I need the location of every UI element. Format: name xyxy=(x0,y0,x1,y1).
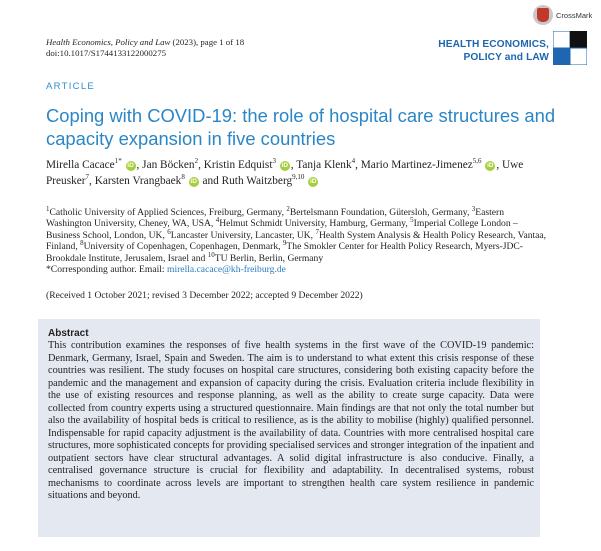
email-link[interactable]: mirella.cacace@kh-freiburg.de xyxy=(166,264,286,276)
crossmark-icon xyxy=(533,5,553,25)
orcid-icon[interactable]: iD xyxy=(309,178,317,185)
orcid-icon[interactable]: iD xyxy=(487,162,494,169)
author-separator: , xyxy=(198,159,204,171)
author-list xyxy=(46,157,566,189)
corresponding-author: *Corresponding author. Email: mirella.cacace@kh-freiburg.de xyxy=(46,264,286,276)
author-name: Karsten Vrangbaek xyxy=(94,175,182,187)
affiliation-mark: 5 xyxy=(410,216,414,225)
doi[interactable]: doi:10.1017/S1744133122000275 xyxy=(46,48,166,58)
affiliation-mark: 1 xyxy=(46,204,50,213)
author-affiliation-mark: 9,10 xyxy=(292,173,305,182)
author-name: Mario Martinez-Jimenez xyxy=(360,159,473,171)
affiliation-text: The Smokler Center for Health Policy Research, Myers-JDC-Brookdale Institute, Jerusalem, Israel and xyxy=(46,241,524,264)
affiliation-text: Catholic University of Applied Sciences, Freiburg, Germany, xyxy=(49,207,287,218)
author-name: Tanja Klenk xyxy=(296,159,352,171)
author-separator: , xyxy=(496,159,502,171)
affiliations xyxy=(46,204,551,276)
article-title: Coping with COVID-19: the role of hospital care structures and capacity expansion in five countries xyxy=(46,105,556,149)
author-affiliation-mark: 8 xyxy=(181,173,185,182)
affiliation-text: Bertelsmann Foundation, Gütersloh, Germany, xyxy=(289,207,472,218)
author-separator: , xyxy=(355,159,361,171)
author-name: Uwe Preusker xyxy=(46,159,524,187)
affiliation-text: Helmut Schmidt University, Hamburg, Germany, xyxy=(219,218,411,230)
affiliation-text: Health System Analysis & Health Policy Research, Vantaa, Finland, xyxy=(46,229,547,253)
crossmark-label: CrossMark xyxy=(556,10,593,20)
author-name: Mirella Cacace xyxy=(46,159,115,171)
journal-logo-text: HEALTH ECONOMICS, POLICY and LAW xyxy=(438,39,549,63)
author-name: Jan Böcken xyxy=(142,159,195,171)
author-name: Ruth Waitzberg xyxy=(221,175,293,187)
author-separator: and xyxy=(199,175,222,187)
crossmark-badge[interactable] xyxy=(533,4,592,26)
author-affiliation-mark: 5,6 xyxy=(472,157,482,166)
affiliation-mark: 4 xyxy=(215,216,220,225)
affiliation-mark: 8 xyxy=(80,239,84,248)
affiliation-mark: 10 xyxy=(207,250,215,259)
affiliation-mark: 6 xyxy=(167,227,171,236)
affiliation-mark: 3 xyxy=(471,204,476,213)
journal-page: (2023), page 1 of 18 xyxy=(170,37,245,47)
abstract-text: This contribution examines the responses of five health systems in the first wave of the COVID-19 pandemic: Denmark, Germany, Israel, Spain and Sweden. The aim is to understand to what extent this crisis response of these countries was resilient. The study focuses on hospital care structures, considering both existing capacity before the pandemic and the management and expansion of capacity during the crisis. Evaluation criteria include flexibility in the use of existing resources and response planning, as well as the ability to create surge capacity. Data were collected from country experts using a structured questionnaire. Main findings are that not only the total number but also the availability of hospital beds is critical to resilience, as is the ability to mobilise (highly) qualified personnel. Indispensable for rapid capacity adjustment is the availability of data. Countries with more centralised hospital care structures, more sophisticated concepts for providing specialised services and stronger integration of the inpatient and outpatient sectors have clear structural advantages. A solid digital infrastructure is also conducive. Finally, a centralised governance structure is crucial for flexibility and adaptability. In decentralised systems, robust mechanisms to coordinate across levels are important to strengthen health care system resilience in pandemic situations and beyond. xyxy=(48,340,534,501)
journal-logo-icon xyxy=(553,31,587,65)
author-separator: , xyxy=(136,159,143,171)
received-dates: (Received 1 October 2021; revised 3 December 2022; accepted 9 December 2022) xyxy=(46,290,363,301)
author-name: Kristin Edquist xyxy=(203,159,273,171)
author-separator: , xyxy=(89,175,95,187)
orcid-icon[interactable]: iD xyxy=(190,178,197,185)
author-affiliation-mark: 2 xyxy=(194,157,199,166)
affiliation-mark: 7 xyxy=(315,227,319,236)
affiliation-mark: 2 xyxy=(286,204,290,213)
journal-name: Health Economics, Policy and Law xyxy=(46,37,171,47)
orcid-icon[interactable]: iD xyxy=(281,162,289,169)
abstract-heading: Abstract xyxy=(48,328,89,339)
article-type: ARTICLE xyxy=(46,81,96,92)
affiliation-text: Imperial College London – Business School, London, UK, xyxy=(46,218,518,241)
affiliation-text: Lancaster University, Lancaster, UK, xyxy=(170,229,316,241)
affiliation-list xyxy=(46,204,551,264)
author-affiliation-mark: 1* xyxy=(114,157,122,166)
affiliation-text: TU Berlin, Berlin, Germany xyxy=(214,252,324,264)
author-affiliation-mark: 3 xyxy=(272,157,276,166)
author-affiliation-mark: 4 xyxy=(351,157,356,166)
affiliation-text: Eastern Washington University, Cheney, WA, USA, xyxy=(46,207,505,230)
author-affiliation-mark: 7 xyxy=(85,173,90,182)
journal-citation xyxy=(46,37,244,59)
orcid-icon[interactable]: iD xyxy=(127,162,134,169)
affiliation-mark: 9 xyxy=(282,239,287,248)
author-separator: , xyxy=(290,159,297,171)
affiliation-text: University of Copenhagen, Copenhagen, Denmark, xyxy=(83,241,283,253)
